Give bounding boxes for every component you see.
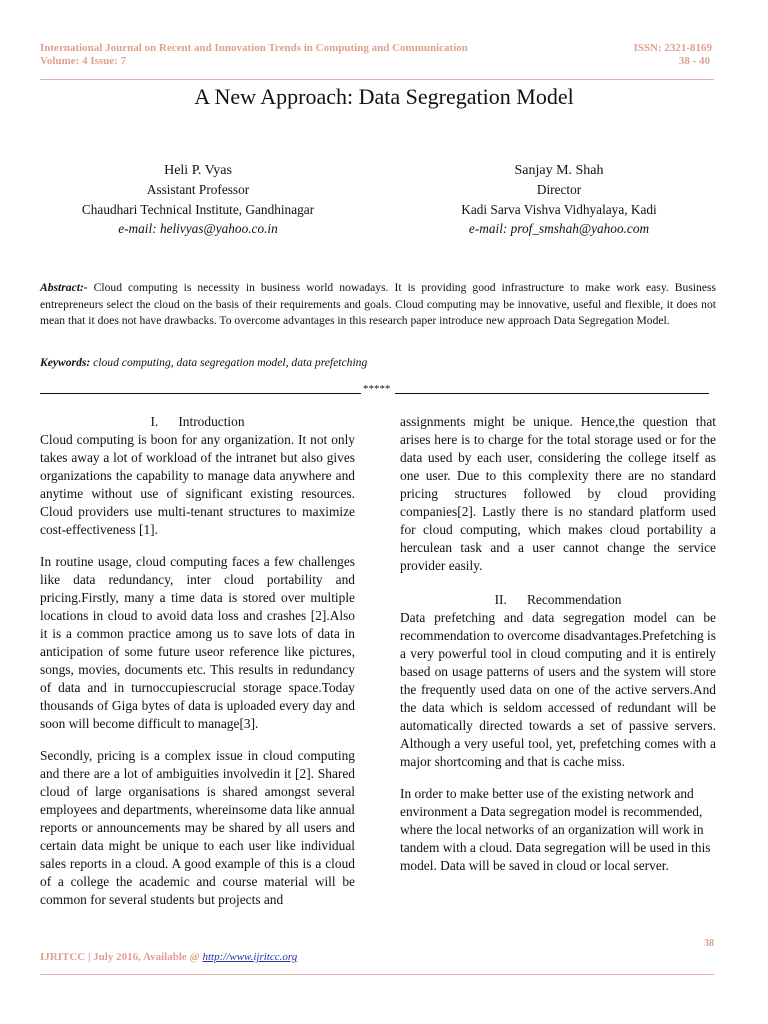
- author-role: Director: [536, 182, 582, 198]
- author-affiliation: Kadi Sarva Vishva Vidhyalaya, Kadi: [461, 201, 657, 217]
- separator-line-left: [40, 393, 361, 394]
- page-number: 38: [704, 938, 714, 949]
- footer-rule: [40, 974, 714, 975]
- journal-header-line2: [40, 55, 712, 68]
- right-column: [400, 413, 716, 875]
- abstract: [40, 280, 716, 330]
- paragraph: Cloud computing is boon for any organization. It not only takes away a lot of workload of the intranet but also gives organizations the capability to manage data anywhere and anytime without use of significant existing resources. Cloud providers use multi-tenant structures to maximize cost-effectiveness [1].: [40, 432, 355, 537]
- footer: [40, 951, 297, 963]
- separator-line-right: [395, 393, 709, 394]
- issn: ISSN: 2321-8169: [633, 42, 712, 54]
- author-1: [33, 161, 363, 238]
- author-role: Assistant Professor: [146, 182, 250, 198]
- paragraph: In order to make better use of the existing network and environment a Data segregation model is recommended, where the local networks of an organization will work in tandem with a cloud. Data segregation will be used in this model. Data will be saved in cloud or local server.: [400, 786, 711, 873]
- paragraph: In routine usage, cloud computing faces a few challenges like data redundancy, inter cloud portability and pricing.Firstly, many a time data is stored over multiple locations in cloud to avoid data loss and crashes [2].Also it is a common practice among us to save lots of data in anticipation of some future useor reference like pictures, songs, movies, documents etc. This results in redundancy of data and in turnoccupiescrucial storage space.Today thousands of Giga bytes of data is uploaded every day and soon will become difficult to manage[3].: [40, 554, 355, 731]
- author-email: e-mail: prof_smshah@yahoo.com: [468, 220, 650, 236]
- paper-title: A New Approach: Data Segregation Model: [194, 84, 574, 109]
- journal-name: International Journal on Recent and Innovation Trends in Computing and Communication: [40, 42, 468, 54]
- separator-stars: *****: [363, 383, 391, 395]
- journal-header: [40, 42, 712, 55]
- volume-issue: Volume: 4 Issue: 7: [40, 55, 127, 67]
- keywords-label: Keywords:: [40, 356, 91, 369]
- section-heading-introduction: I. Introduction: [150, 414, 245, 429]
- keywords: [40, 355, 716, 371]
- footer-text: IJRITCC | July 2016, Available @: [40, 951, 203, 963]
- left-column: [40, 413, 355, 909]
- footer-link[interactable]: http://www.ijritcc.org: [202, 951, 298, 963]
- section-heading-recommendation: II. Recommendation: [494, 592, 622, 607]
- paragraph: Secondly, pricing is a complex issue in cloud computing and there are a lot of ambiguities involvedin it [2]. Shared cloud of large organisations is shared amongst several employees and departments, whereinsome data like annual reports or announcements may be shared by all users and certain data might be unique to each user like individual sales reports in a cloud. A good example of this is a cloud of a college the academic and course material will be common for several students but projects and: [40, 748, 355, 907]
- abstract-label: Abstract:-: [40, 281, 88, 294]
- paragraph: Data prefetching and data segregation model can be recommendation to overcome disadvantages.Prefetching is a very powerful tool in cloud computing and it is entirely based on usage patterns of users and the system will store the frequently used data on one of the active servers.And the data which is seldom accessed of redundant will be automatically directed towards a set of passive servers. Although a very useful tool, yet, prefetching comes with a major shortcoming and that is cache miss.: [400, 610, 716, 769]
- author-affiliation: Chaudhari Technical Institute, Gandhinagar: [81, 201, 315, 217]
- page-range: 38 - 40: [678, 55, 710, 67]
- author-name: Sanjay M. Shah: [514, 163, 604, 178]
- paragraph: assignments might be unique. Hence,the question that arises here is to charge for the total storage used or for the data used by each user, considering the college itself as one user. Due to this complexity there are no standard pricing structures followed by cloud providing companies[2]. Lastly there is no standard platform used for cloud computing, which makes cloud portability a herculean task and a user cannot change the service provider easily.: [400, 414, 716, 573]
- author-2: [394, 161, 724, 238]
- header-rule: [40, 79, 714, 80]
- author-email: e-mail: helivyas@yahoo.co.in: [118, 220, 278, 236]
- abstract-text: Cloud computing is necessity in business world nowadays. It is providing good infrastructure to make work easy. Business entrepreneurs select the cloud on the basis of their requirements and goals. Cloud computing may be innovative, useful and flexible, it does not mean that it does not have drawbacks. To overcome advantages in this research paper introduce new approach Data Segregation Model.: [40, 281, 716, 327]
- section-separator: [40, 384, 710, 398]
- author-name: Heli P. Vyas: [164, 163, 232, 178]
- keywords-text: cloud computing, data segregation model, data prefetching: [90, 356, 368, 369]
